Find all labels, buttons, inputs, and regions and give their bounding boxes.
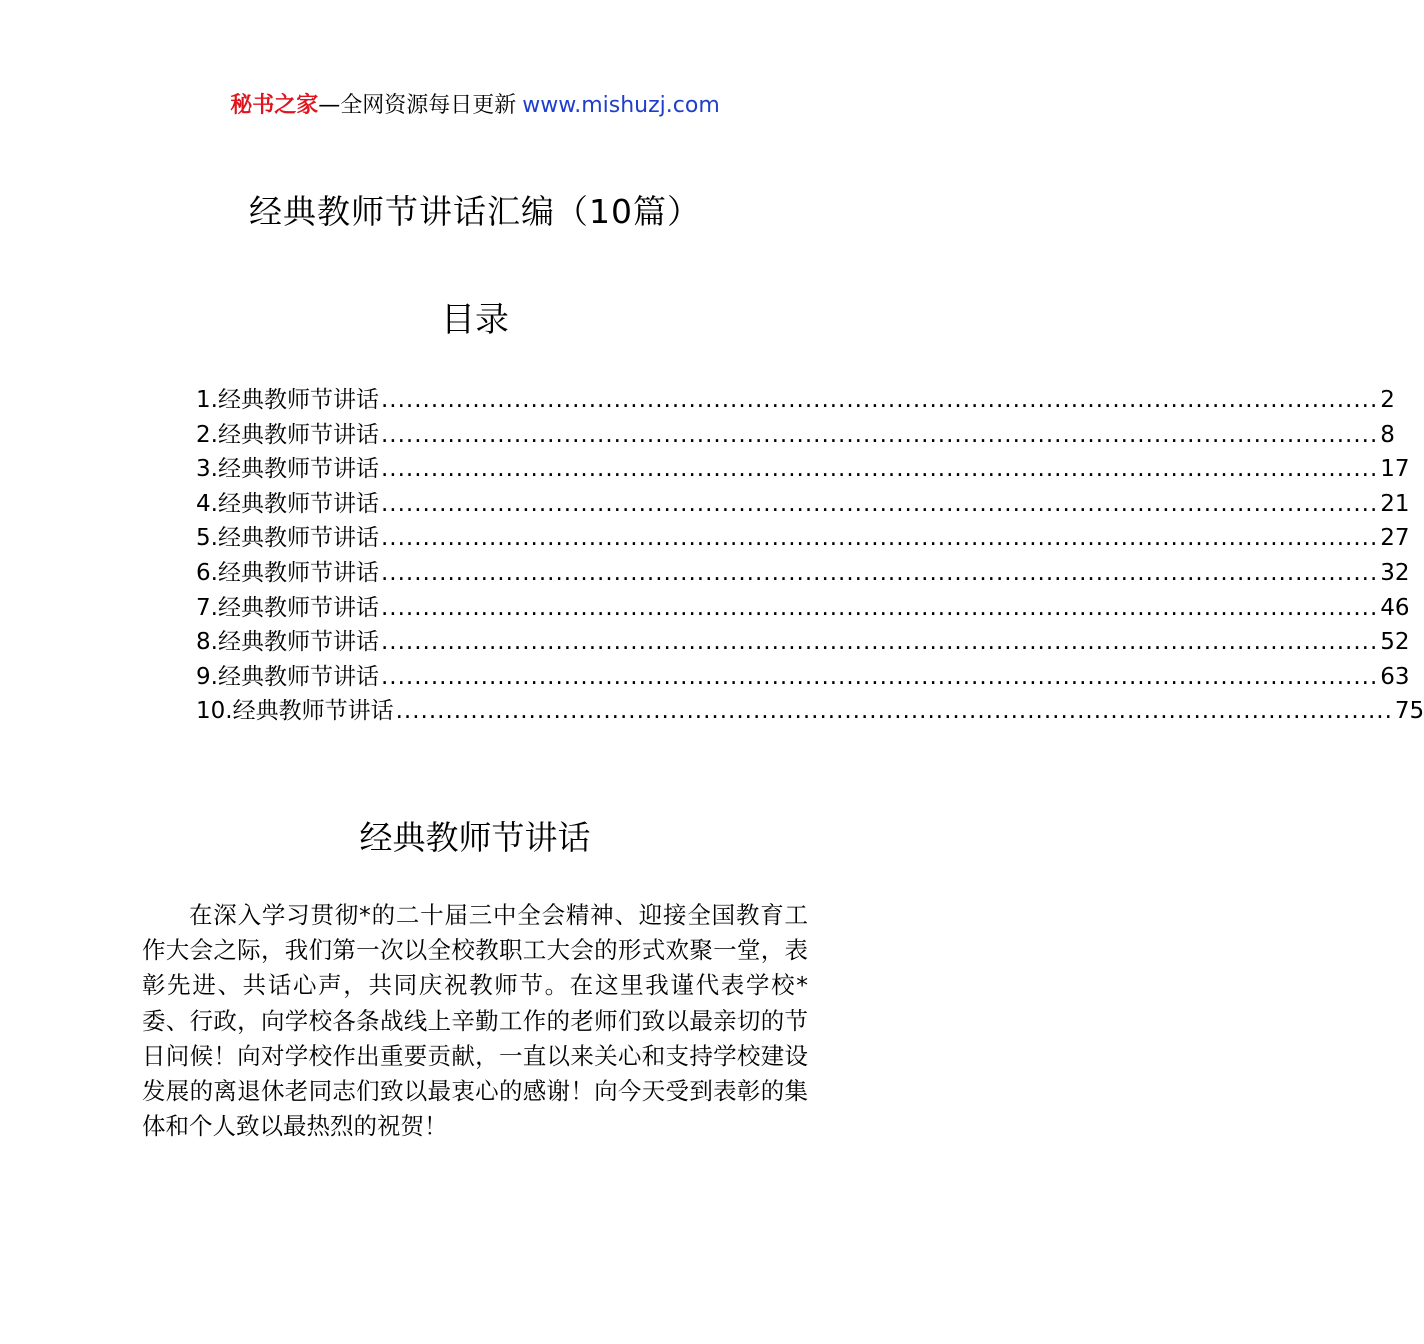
section-heading: 经典教师节讲话 xyxy=(359,818,591,857)
table-of-contents xyxy=(196,381,1424,727)
toc-entry-page: 17 xyxy=(1380,456,1410,483)
toc-entry[interactable] xyxy=(196,381,1395,416)
site-header xyxy=(0,88,950,119)
toc-entry-page: 21 xyxy=(1380,490,1410,517)
body-paragraph: 在深入学习贯彻*的二十届三中全会精神、迎接全国教育工作大会之际，我们第一次以全校教职工大会的形式欢聚一堂，表彰先进、共话心声，共同庆祝教师节。在这里我谨代表学校*委、行政，向学校各条战线上辛勤工作的老师们致以最亲切的节日问候！向对学校作出重要贡献，一直以来关心和支持学校建设发展的离退休老同志们致以最衷心的感谢！向今天受到表彰的集体和个人致以最热烈的祝贺！ xyxy=(142,901,808,1141)
toc-entry-page: 63 xyxy=(1380,663,1410,690)
toc-entry[interactable] xyxy=(196,623,1410,658)
header-tagline: —全网资源每日更新 xyxy=(318,93,517,118)
toc-entry[interactable] xyxy=(196,589,1410,624)
brand-name: 秘书之家 xyxy=(230,93,319,118)
toc-entry-page: 32 xyxy=(1380,559,1410,586)
toc-entry[interactable] xyxy=(196,450,1410,485)
toc-entry-label: 7.经典教师节讲话 xyxy=(196,594,379,621)
toc-entry-page: 75 xyxy=(1394,698,1424,725)
toc-leader-dots: ........................................................................................................................ xyxy=(380,456,1379,483)
toc-entry-page: 2 xyxy=(1380,387,1395,413)
toc-entry-page: 8 xyxy=(1380,421,1395,448)
toc-leader-dots: ........................................................................................................................ xyxy=(380,525,1379,552)
toc-entry[interactable] xyxy=(196,554,1410,589)
toc-entry[interactable] xyxy=(196,692,1424,727)
toc-leader-dots: ........................................................................................................................ xyxy=(380,594,1379,621)
toc-leader-dots: ........................................................................................................................ xyxy=(395,698,1393,725)
toc-leader-dots: ........................................................................................................................ xyxy=(380,387,1379,413)
toc-entry-page: 27 xyxy=(1380,525,1410,552)
toc-leader-dots: ........................................................................................................................ xyxy=(380,490,1379,517)
toc-leader-dots: ........................................................................................................................ xyxy=(380,629,1379,656)
site-url-link[interactable]: www.mishuzj.com xyxy=(522,93,720,118)
toc-entry-label: 2.经典教师节讲话 xyxy=(196,421,379,448)
toc-entry-page: 46 xyxy=(1380,594,1410,621)
toc-entry-label: 10.经典教师节讲话 xyxy=(196,698,394,725)
toc-entry[interactable] xyxy=(196,416,1395,451)
document-title: 经典教师节讲话汇编（10篇） xyxy=(249,192,701,231)
toc-heading: 目录 xyxy=(441,300,509,340)
toc-leader-dots: ........................................................................................................................ xyxy=(380,663,1379,690)
toc-entry-label: 9.经典教师节讲话 xyxy=(196,663,379,690)
toc-entry-label: 1.经典教师节讲话 xyxy=(196,387,379,413)
toc-entry[interactable] xyxy=(196,658,1410,693)
toc-entry[interactable] xyxy=(196,519,1410,554)
toc-entry-label: 5.经典教师节讲话 xyxy=(196,525,379,552)
toc-entry[interactable] xyxy=(196,485,1410,520)
toc-entry-label: 3.经典教师节讲话 xyxy=(196,456,379,483)
toc-entry-label: 4.经典教师节讲话 xyxy=(196,490,379,517)
toc-entry-page: 52 xyxy=(1380,629,1410,656)
toc-entry-label: 8.经典教师节讲话 xyxy=(196,629,379,656)
toc-leader-dots: ........................................................................................................................ xyxy=(380,559,1379,586)
toc-leader-dots: ........................................................................................................................ xyxy=(380,421,1379,448)
toc-entry-label: 6.经典教师节讲话 xyxy=(196,559,379,586)
